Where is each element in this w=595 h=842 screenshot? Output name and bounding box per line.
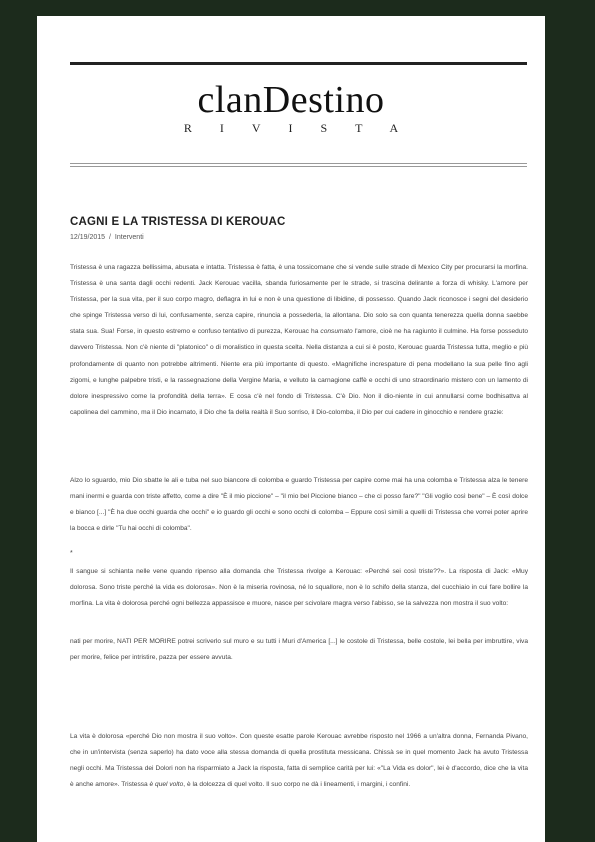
paragraph-2: Il sangue si schianta nelle vene quando ripenso alla domanda che Tristessa rivolge a Kerouac: «Perché sei così triste??». La risposta di Jack: «Muy dolorosa. Sono triste perché la vida es dolorosa». Non è la miseria rovinosa, né lo squallore, non è lo schifo della stanza, del cucchiaio in cui fare bollire la morfina. La vita è dolorosa perché ogni bellezza appassisce e muore, nasce per scivolare magra verso l'abisso, se la salvezza non mostra il suo volto: (70, 568, 528, 608)
paragraph-1-rest: l'amore, cioè ne ha ragiunto il culmine. Ha forse posseduto davvero Tristessa. Non c'è niente di "platonico" o di moralistico in questa scelta. Nella distanza a cui si è posto, Kerouac guarda Tristessa tutta, meglio e più profondamente di quanto non potrebbe altrimenti. Niente era più importante di questo. «Magnifiche increspature di pena modellano la sua pelle fino agli zigomi, e lunghe palpebre tristi, e la rassegnazione della Vergine Maria, e velluto la carnagione caffè e occhi di uno straordinario mistero con un lamento di dolore inespressivo come la profondità della terra». E cosa c'è nel fondo di Tristessa. C'è Dio. Non il dio-niente in cui annullarsi come bodhisattva al capolinea del cammino, ma il Dio incarnato, il Dio che fa della realtà il Suo sorriso, il Dio-colomba, il Dio per cui cadere in ginocchio e rendere grazie: (70, 328, 528, 416)
top-rule (70, 62, 527, 65)
logo-subtitle: RIVISTA (183, 121, 427, 135)
paragraph-3 (70, 729, 528, 793)
paragraph-3-rest: , è la dolcezza di quel volto. Il suo corpo ne dà i lineamenti, i margini, i confini. (183, 781, 411, 789)
page (37, 16, 545, 842)
paragraph-1-text: Tristessa è una ragazza bellissima, abusata e intatta. Tristessa è fatta, è una tossicomane che si vende sulle strade di Mexico City per procurarsi la morfina. Tristessa è una santa dagli occhi redenti. Jack Kerouac vacilla, sbanda furiosamente per le strade, si trascina delirante a forza di whisky. L'amore per Tristessa, per la sua vita, per il suo corpo magro, deflagra in lui e non è una questione di libidine, di possesso. Quando Jack riconosce i segni del desiderio che spinge Tristessa verso di lui, confusamente, senza capire, rinuncia a possederla, la allontana. Dio solo sa con quanta tenerezza quella donna saebbe stata sua. Sua! Forse, in questo estremo e confuso tentativo di purezza, Kerouac ha (70, 264, 528, 336)
section-separator: * (70, 550, 73, 557)
article-title: CAGNI E LA TRISTESSA DI KEROUAC (70, 216, 286, 228)
paragraph-3-text: La vita è dolorosa «perché Dio non mostra il suo volto». Con queste esatte parole Kerouac avrebbe risposto nel 1966 a un'altra donna, Fernanda Pivano, che in un'intervista (senza saperlo) ha dato voce alla stessa domanda di quella prostituta messicana. Chissà se in quel momento Jack ha avuto Tristessa negli occhi. Ma Tristessa dei Dolori non ha risparmiato a Jack la risposta, fatta di semplice carità per lui: «"La Vida es dolor", lei è d'accordo, dice che la vita è anche amore». Tristessa (70, 733, 528, 789)
paragraph-1 (70, 260, 528, 421)
quote-paragraph-2: nati per morire, NATI PER MORIRE potrei scriverlo sul muro e su tutti i Muri d'America [...] le costole di Tristessa, belle costole, lei bella per imbruttire, viva per morire, felice per intristire, pazza per essere avvuta. (70, 638, 528, 662)
paragraph-3-emphasis: è quel volto (149, 781, 184, 789)
article-meta (70, 234, 146, 241)
logo-title: clanDestino (197, 79, 385, 121)
masthead-rule-upper (70, 163, 527, 164)
article-category[interactable]: Interventi (114, 234, 144, 241)
paragraph-1-emphasis: consumato (320, 328, 353, 336)
article-date: 12/19/2015 (70, 234, 106, 241)
meta-separator: / (109, 234, 111, 241)
quote-paragraph-1: Alzo lo sguardo, mio Dio sbatte le ali e tuba nel suo biancore di colomba e guardo Tristessa per capire come mai ha una colomba e Tristessa alza le tenere mani inermi e guarda con triste affetto, come a dire "È il mio piccione" – "il mio bel Piccione bianco – che ci posso fare?" "Gli voglio così bene" – È così dolce e bianco [...] "È ha due occhi guarda che occhi" e io guardo gli occhi e sono occhi di colomba – Eppure così simili a quelli di Tristessa che vorrei poter aprire la bocca e dirle "Tu hai occhi di colomba". (70, 477, 528, 533)
masthead-rule-lower (70, 166, 527, 167)
masthead-logo[interactable] (37, 80, 545, 136)
